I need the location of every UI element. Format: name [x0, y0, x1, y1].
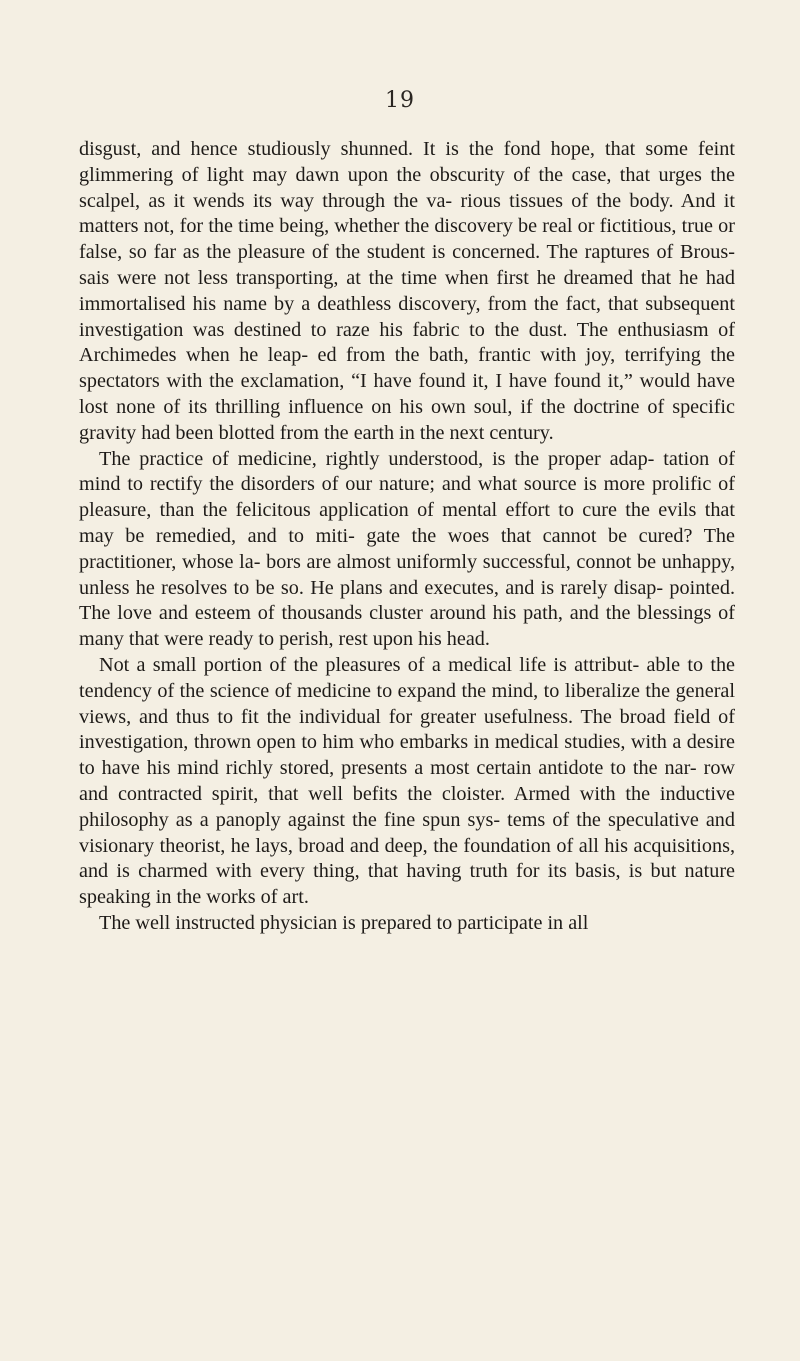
paragraph-2: The practice of medicine, rightly understood, is the proper adap- tation of mind to rectify the disorders of our nature; and what source is more prolific of pleasure, than the felicitous application of mental effort to cure the evils that may be remedied, and to miti- gate the woes that cannot be cured? The practitioner, whose la- bors are almost uniformly successful, connot be unhappy, unless he resolves to be so. He plans and executes, and is rarely disap- pointed. The love and esteem of thousands cluster around his path, and the blessings of many that were ready to perish, rest upon his head.: [79, 447, 735, 651]
paragraph-4: The well instructed physician is prepared to participate in all: [99, 911, 589, 934]
body-text: [79, 137, 735, 937]
paragraph-3: Not a small portion of the pleasures of a medical life is attribut- able to the tendency of the science of medicine to expand the mind, to liberalize the general views, and thus to fit the individual for greater usefulness. The broad field of investigation, thrown open to him who embarks in medical studies, with a desire to have his mind richly stored, presents a most certain antidote to the nar- row and contracted spirit, that well befits the cloister. Armed with the inductive philosophy as a panoply against the fine spun sys- tems of the speculative and visionary theorist, he lays, broad and deep, the foundation of all his acquisitions, and is charmed with every thing, that having truth for its basis, is but nature speaking in the works of art.: [79, 653, 735, 909]
paragraph-1: disgust, and hence studiously shunned. It is the fond hope, that some feint glimmering of light may dawn upon the obscurity of the case, that urges the scalpel, as it wends its way through the va- rious tissues of the body. And it matters not, for the time being, whether the discovery be real or fictitious, true or false, so far as the pleasure of the student is concerned. The raptures of Brous- sais were not less transporting, at the time when first he dreamed that he had immortalised his name by a deathless discovery, from the fact, that subsequent investigation was destined to raze his fabric to the dust. The enthusiasm of Archimedes when he leap- ed from the bath, frantic with joy, terrifying the spectators with the exclamation, “I have found it, I have found it,” would have lost none of its thrilling influence on his own soul, if the doctrine of specific gravity had been blotted from the earth in the next century.: [79, 138, 735, 444]
page-number: 19: [385, 88, 415, 113]
